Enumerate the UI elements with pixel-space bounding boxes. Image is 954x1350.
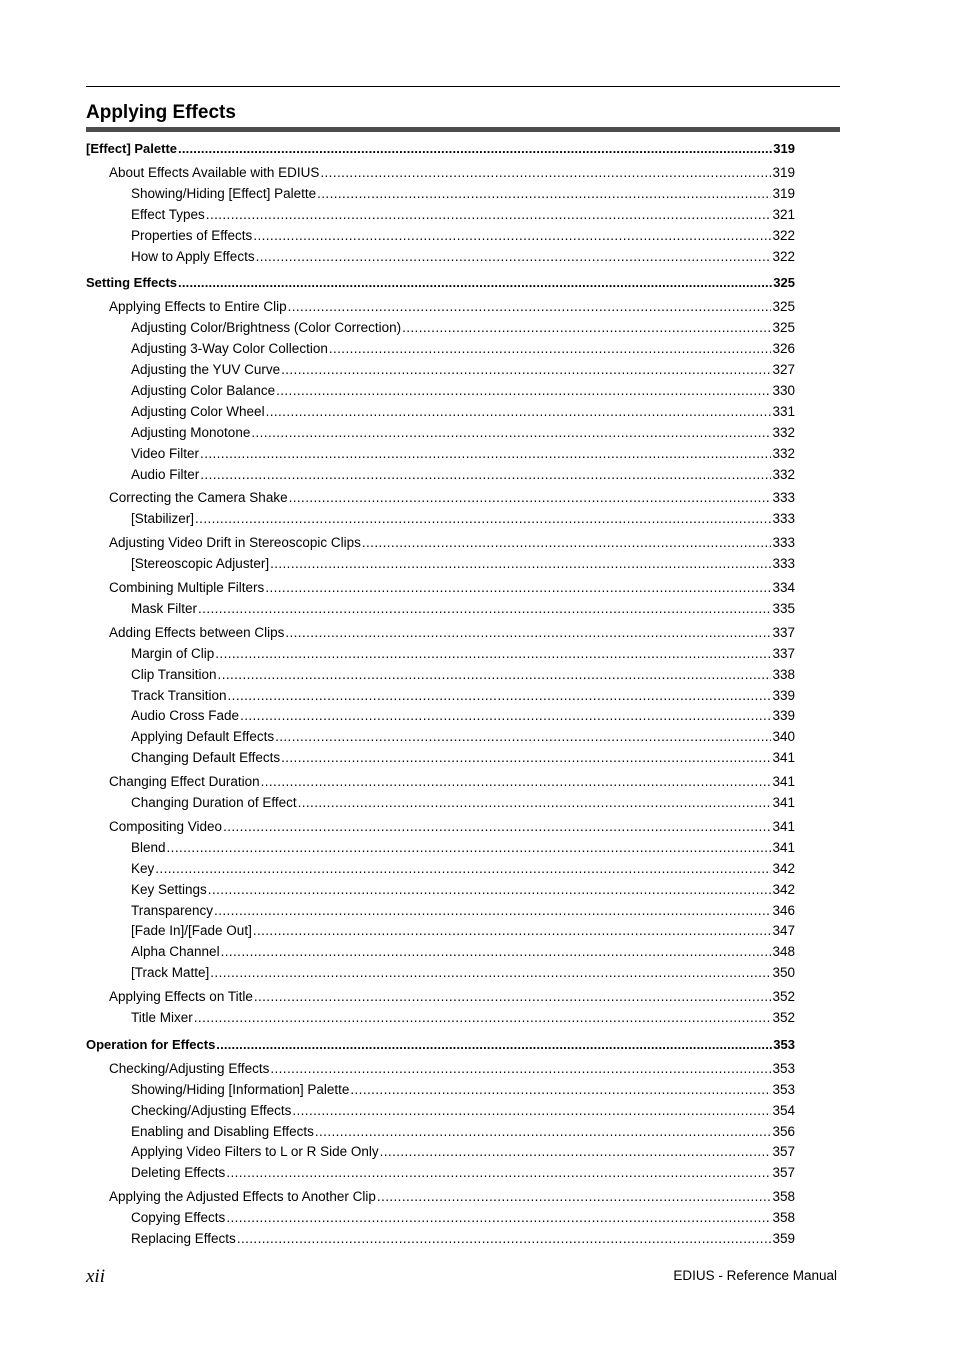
footer-manual-title: EDIUS - Reference Manual (673, 1268, 837, 1283)
toc-entry-level-3[interactable] (131, 902, 795, 920)
toc-entry-level-3[interactable] (131, 555, 795, 573)
toc-entry-level-3[interactable] (131, 466, 795, 484)
toc-entry-page: 341 (772, 795, 795, 810)
toc-entry-page: 335 (772, 600, 795, 616)
toc-leader-dots (329, 340, 772, 358)
toc-leader-dots (214, 902, 771, 920)
toc-entry-level-1[interactable] (86, 140, 795, 158)
toc-entry-page: 353 (772, 1081, 795, 1097)
toc-entry-level-3[interactable] (131, 666, 795, 684)
toc-entry-level-2[interactable] (109, 988, 795, 1006)
toc-leader-dots (254, 988, 772, 1006)
toc-entry-page: 332 (772, 466, 795, 482)
toc-leader-dots (289, 489, 772, 507)
toc-entry-label: Title Mixer (131, 1010, 193, 1025)
toc-entry-label: [Fade In]/[Fade Out] (131, 923, 252, 939)
toc-leader-dots (195, 510, 771, 528)
toc-entry-label: Video Filter (131, 445, 200, 461)
toc-entry-label: Audio Cross Fade (131, 708, 240, 724)
toc-entry-level-3[interactable] (131, 860, 795, 878)
toc-entry-page: 342 (772, 881, 795, 897)
toc-entry-level-3[interactable] (131, 1009, 795, 1027)
toc-entry-label: Blend (131, 839, 166, 855)
toc-leader-dots (350, 1081, 771, 1099)
toc-leader-dots (292, 1102, 771, 1120)
toc-entry-label: Adjusting 3-Way Color Collection (131, 341, 328, 357)
toc-leader-dots (265, 579, 771, 597)
toc-entry-page: 358 (772, 1210, 795, 1226)
toc-leader-dots (208, 881, 772, 899)
toc-entry-label: Checking/Adjusting Effects (131, 1102, 292, 1118)
toc-entry-label: Adjusting Video Drift in Stereoscopic Clips (109, 535, 361, 551)
toc-leader-dots (256, 248, 772, 266)
toc-entry-page: 322 (772, 227, 795, 243)
toc-entry-page: 321 (772, 206, 795, 222)
toc-leader-dots (362, 534, 772, 552)
toc-entry-page: 332 (772, 445, 795, 461)
toc-entry-label: Applying Video Filters to L or R Side Only (131, 1144, 379, 1160)
toc-entry-label: Applying the Adjusted Effects to Another Clip (109, 1189, 376, 1205)
toc-entry-level-3[interactable] (131, 687, 795, 705)
toc-entry-label: Adjusting Monotone (131, 424, 251, 440)
toc-entry-page: 353 (772, 1060, 795, 1076)
toc-leader-dots (221, 943, 772, 961)
toc-leader-dots (253, 227, 771, 245)
toc-entry-page: 339 (772, 687, 795, 703)
toc-leader-dots (198, 600, 771, 618)
toc-entry-level-3[interactable] (131, 510, 795, 528)
toc-leader-dots (226, 1209, 771, 1227)
toc-entry-label: Combining Multiple Filters (109, 580, 265, 595)
toc-leader-dots (253, 922, 772, 940)
toc-entry-level-3[interactable] (131, 1123, 795, 1141)
toc-entry-page: 333 (772, 511, 795, 527)
toc-entry-level-3[interactable] (131, 382, 795, 400)
toc-leader-dots (320, 164, 771, 182)
toc-leader-dots (216, 1036, 772, 1054)
toc-entry-label: Changing Effect Duration (109, 774, 260, 790)
toc-entry-label: Audio Filter (131, 466, 200, 482)
toc-entry-page: 326 (772, 341, 795, 357)
toc-leader-dots (200, 445, 771, 463)
toc-entry-label: Changing Duration of Effect (131, 795, 297, 810)
toc-entry-level-2[interactable] (109, 1060, 795, 1078)
toc-entry-label: Adjusting Color Wheel (131, 403, 265, 419)
toc-entry-page: 354 (772, 1102, 795, 1118)
toc-entry-label: Mask Filter (131, 600, 198, 616)
toc-entry-page: 352 (772, 989, 795, 1005)
toc-entry-page: 319 (772, 164, 795, 180)
toc-entry-level-3[interactable] (131, 1102, 795, 1120)
header-rule (86, 86, 840, 87)
toc-leader-dots (194, 1009, 772, 1027)
toc-entry-level-3[interactable] (131, 185, 795, 203)
toc-entry-page: 325 (772, 320, 795, 336)
toc-entry-level-3[interactable] (131, 403, 795, 421)
toc-entry-page: 352 (772, 1010, 795, 1025)
toc-entry-label: Copying Effects (131, 1210, 226, 1226)
toc-leader-dots (210, 964, 771, 982)
toc-entry-label: [Stabilizer] (131, 511, 195, 527)
toc-leader-dots (288, 298, 772, 316)
toc-leader-dots (228, 687, 772, 705)
toc-entry-page: 337 (772, 645, 795, 661)
toc-entry-level-2[interactable] (109, 534, 795, 552)
toc-entry-page: 325 (772, 299, 795, 315)
toc-entry-level-2[interactable] (109, 579, 795, 597)
toc-entry-page: 332 (772, 424, 795, 440)
toc-entry-level-3[interactable] (131, 424, 795, 442)
toc-entry-level-3[interactable] (131, 728, 795, 746)
toc-entry-level-3[interactable] (131, 839, 795, 857)
toc-entry-label: Correcting the Camera Shake (109, 490, 288, 506)
toc-entry-page: 327 (772, 362, 795, 377)
toc-entry-label: Adjusting the YUV Curve (131, 362, 281, 377)
toc-entry-label: Operation for Effects (86, 1036, 216, 1052)
toc-leader-dots (298, 794, 772, 812)
toc-entry-label: Applying Default Effects (131, 729, 275, 745)
toc-entry-label: Adjusting Color/Brightness (Color Correction) (131, 320, 402, 336)
toc-entry-page: 319 (772, 185, 795, 201)
toc-entry-level-3[interactable] (131, 749, 795, 767)
toc-entry-page: 325 (773, 275, 795, 291)
toc-leader-dots (206, 206, 772, 224)
toc-entry-page: 359 (772, 1231, 795, 1246)
toc-entry-level-2[interactable] (109, 818, 795, 836)
toc-entry-page: 331 (772, 403, 795, 419)
toc-entry-level-3[interactable] (131, 361, 795, 379)
toc-entry-level-3[interactable] (131, 707, 795, 725)
toc-entry-level-3[interactable] (131, 319, 795, 337)
toc-entry-level-3[interactable] (131, 922, 795, 940)
toc-entry-page: 333 (772, 490, 795, 506)
toc-entry-page: 322 (772, 248, 795, 264)
toc-entry-page: 337 (772, 624, 795, 640)
toc-entry-label: Showing/Hiding [Information] Palette (131, 1081, 350, 1097)
toc-entry-label: Checking/Adjusting Effects (109, 1060, 270, 1076)
toc-entry-level-2[interactable] (109, 1188, 795, 1206)
toc-leader-dots (178, 274, 772, 292)
toc-entry-label: Showing/Hiding [Effect] Palette (131, 185, 317, 201)
toc-entry-level-3[interactable] (131, 943, 795, 961)
toc-entry-label: Key Settings (131, 881, 207, 897)
toc-entry-label: Transparency (131, 902, 214, 918)
toc-entry-label: Clip Transition (131, 666, 217, 682)
footer-page-number: xii (86, 1266, 105, 1287)
toc-entry-page: 341 (772, 750, 795, 766)
toc-entry-page: 319 (773, 141, 795, 156)
toc-entry-level-2[interactable] (109, 624, 795, 642)
toc-entry-page: 348 (772, 944, 795, 960)
toc-leader-dots (285, 624, 771, 642)
toc-leader-dots (240, 707, 771, 725)
toc-entry-level-3[interactable] (131, 794, 795, 812)
toc-leader-dots (167, 839, 772, 857)
toc-entry-label: Effect Types (131, 206, 205, 222)
toc-entry-label: Changing Default Effects (131, 750, 281, 766)
toc-entry-level-2[interactable] (109, 164, 795, 182)
toc-leader-dots (155, 860, 771, 878)
toc-entry-page: 333 (772, 535, 795, 551)
toc-leader-dots (223, 818, 771, 836)
toc-leader-dots (200, 466, 771, 484)
toc-leader-dots (266, 403, 772, 421)
toc-leader-dots (251, 424, 771, 442)
toc-leader-dots (261, 773, 772, 791)
toc-entry-page: 356 (772, 1123, 795, 1139)
toc-entry-label: Properties of Effects (131, 227, 253, 243)
toc-entry-level-2[interactable] (109, 298, 795, 316)
toc-entry-page: 353 (773, 1036, 795, 1052)
toc-leader-dots (226, 1164, 771, 1182)
toc-entry-level-3[interactable] (131, 600, 795, 618)
toc-leader-dots (281, 749, 771, 767)
toc-leader-dots (315, 1123, 772, 1141)
toc-entry-page: 340 (772, 729, 795, 745)
toc-entry-level-3[interactable] (131, 1230, 795, 1248)
toc-entry-level-3[interactable] (131, 340, 795, 358)
toc-leader-dots (237, 1230, 772, 1248)
toc-entry-page: 341 (772, 774, 795, 790)
toc-entry-page: 341 (772, 839, 795, 855)
toc-entry-page: 357 (772, 1165, 795, 1181)
toc-leader-dots (270, 555, 771, 573)
toc-entry-page: 358 (772, 1189, 795, 1205)
toc-leader-dots (402, 319, 771, 337)
toc-entry-label: Track Transition (131, 687, 227, 703)
toc-entry-level-3[interactable] (131, 1143, 795, 1161)
toc-entry-label: Enabling and Disabling Effects (131, 1123, 314, 1139)
toc-entry-level-1[interactable] (86, 274, 795, 292)
toc-entry-label: About Effects Available with EDIUS (109, 164, 320, 180)
toc-entry-label: Adding Effects between Clips (109, 624, 285, 640)
toc-leader-dots (276, 382, 771, 400)
toc-leader-dots (380, 1143, 772, 1161)
toc-leader-dots (218, 666, 772, 684)
toc-entry-label: Alpha Channel (131, 944, 220, 960)
toc-entry-level-3[interactable] (131, 206, 795, 224)
toc-entry-page: 346 (772, 902, 795, 918)
toc-entry-label: Compositing Video (109, 818, 223, 834)
toc-entry-page: 347 (772, 923, 795, 939)
toc-leader-dots (275, 728, 771, 746)
toc-leader-dots (215, 645, 771, 663)
toc-entry-label: Applying Effects to Entire Clip (109, 299, 287, 315)
toc-entry-label: Deleting Effects (131, 1165, 226, 1181)
toc-entry-level-2[interactable] (109, 773, 795, 791)
toc-leader-dots (317, 185, 771, 203)
toc-entry-level-3[interactable] (131, 1081, 795, 1099)
toc-entry-label: Setting Effects (86, 275, 178, 291)
toc-entry-page: 333 (772, 556, 795, 572)
toc-leader-dots (377, 1188, 772, 1206)
toc-entry-label: How to Apply Effects (131, 248, 255, 264)
toc-entry-level-3[interactable] (131, 227, 795, 245)
toc-entry-page: 334 (772, 580, 795, 595)
toc-entry-level-3[interactable] (131, 445, 795, 463)
toc-entry-level-3[interactable] (131, 1164, 795, 1182)
toc-leader-dots (270, 1060, 771, 1078)
toc-entry-page: 339 (772, 708, 795, 724)
toc-entry-level-2[interactable] (109, 489, 795, 507)
toc-entry-page: 338 (772, 666, 795, 682)
toc-entry-label: Key (131, 860, 155, 876)
toc-entry-page: 341 (772, 818, 795, 834)
toc-entry-level-3[interactable] (131, 1209, 795, 1227)
toc-leader-dots (281, 361, 771, 379)
toc-entry-level-3[interactable] (131, 248, 795, 266)
toc-entry-label: Adjusting Color Balance (131, 382, 276, 398)
toc-entry-label: [Track Matte] (131, 965, 210, 981)
chapter-title: Applying Effects (86, 102, 236, 123)
toc-entry-page: 330 (772, 382, 795, 398)
toc-entry-label: Applying Effects on Title (109, 989, 253, 1005)
toc-leader-dots (178, 140, 772, 158)
toc-entry-label: [Effect] Palette (86, 141, 178, 156)
toc-entry-level-3[interactable] (131, 964, 795, 982)
toc-entry-page: 357 (772, 1144, 795, 1160)
toc-entry-page: 342 (772, 860, 795, 876)
toc-entry-label: Margin of Clip (131, 645, 215, 661)
toc-entry-level-3[interactable] (131, 645, 795, 663)
toc-entry-page: 350 (772, 965, 795, 981)
toc-entry-label: [Stereoscopic Adjuster] (131, 556, 270, 572)
toc-entry-label: Replacing Effects (131, 1231, 236, 1246)
title-underline (86, 127, 840, 132)
toc-entry-level-3[interactable] (131, 881, 795, 899)
toc-entry-level-1[interactable] (86, 1036, 795, 1054)
